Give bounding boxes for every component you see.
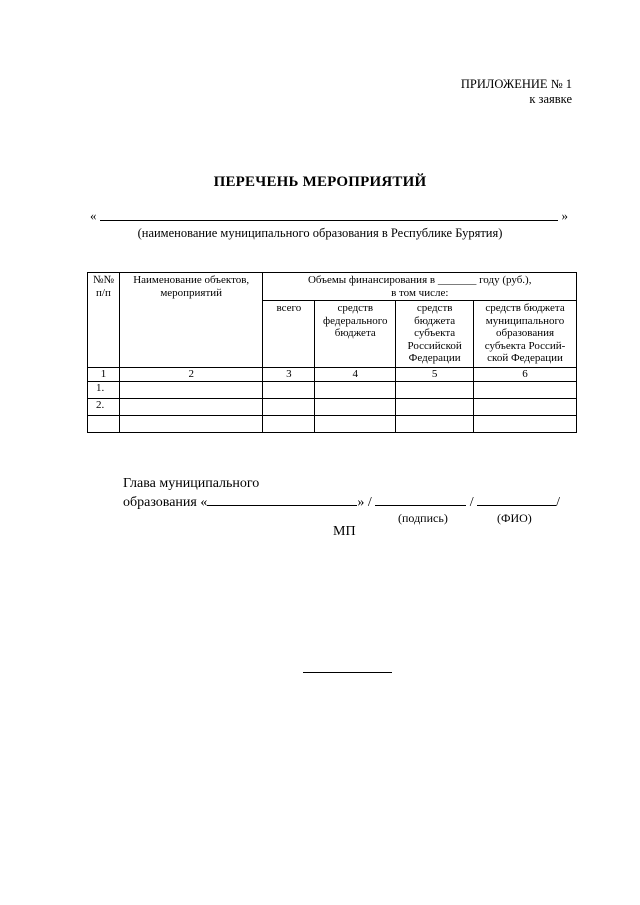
municipality-name-field[interactable]	[90, 208, 568, 224]
table-cell[interactable]	[119, 416, 263, 433]
header-total: всего	[263, 301, 315, 368]
header-municipal: средств бюджета муниципального образования субъекта Россий-ской Федерации	[474, 301, 577, 368]
close-quote: »	[561, 208, 568, 223]
table-cell[interactable]	[263, 399, 315, 416]
open-quote: «	[90, 208, 97, 223]
financing-label: Объемы финансирования в _______ году (руб.),	[307, 274, 532, 286]
head-title-line1: Глава муниципального	[123, 476, 260, 491]
header-subject: средств бюджета субъекта Российской Федерации	[396, 301, 474, 368]
column-number: 1	[88, 368, 120, 382]
table-row	[88, 382, 577, 399]
measures-table	[87, 272, 577, 433]
column-number: 4	[315, 368, 396, 382]
table-cell[interactable]	[474, 382, 577, 399]
table-row	[88, 416, 577, 433]
appendix-reference: к заявке	[529, 92, 572, 106]
table-cell[interactable]	[396, 416, 474, 433]
table-cell[interactable]	[396, 382, 474, 399]
name-blank-line	[100, 220, 558, 221]
appendix-number: ПРИЛОЖЕНИЕ № 1	[460, 77, 572, 91]
table-cell[interactable]	[315, 416, 396, 433]
fio-label: (ФИО)	[497, 511, 532, 525]
column-number: 3	[263, 368, 315, 382]
table-cell[interactable]	[315, 382, 396, 399]
header-financing	[263, 273, 577, 301]
document-title: ПЕРЕЧЕНЬ МЕРОПРИЯТИЙ	[213, 174, 427, 190]
signature-label: (подпись)	[398, 511, 448, 525]
header-objects: Наименование объектов, мероприятий	[119, 273, 263, 368]
table-cell[interactable]	[474, 399, 577, 416]
table-cell[interactable]	[396, 399, 474, 416]
row-number: 1.	[88, 382, 120, 399]
row-number	[88, 416, 120, 433]
table-cell[interactable]	[119, 399, 263, 416]
table-cell[interactable]	[315, 399, 396, 416]
table-header-row	[88, 273, 577, 301]
fio-blank[interactable]	[477, 493, 556, 506]
table-cell[interactable]	[474, 416, 577, 433]
quote-slash: » /	[357, 495, 372, 510]
municipality-blank[interactable]	[207, 493, 357, 506]
header-federal: средств федерального бюджета	[315, 301, 396, 368]
appendix-header	[461, 77, 572, 107]
table-cell[interactable]	[263, 416, 315, 433]
column-number: 5	[396, 368, 474, 382]
table-cell[interactable]	[263, 382, 315, 399]
head-title-line2	[123, 493, 560, 512]
row-number: 2.	[88, 399, 120, 416]
column-number: 2	[119, 368, 263, 382]
municipality-name-caption: (наименование муниципального образования в Республике Бурятия)	[137, 226, 503, 240]
header-num: №№ п/п	[88, 273, 120, 368]
end-slash: /	[556, 495, 561, 510]
signature-blank[interactable]	[375, 493, 466, 506]
separator-slash: /	[469, 495, 474, 510]
signature-block	[123, 475, 560, 512]
column-number: 6	[474, 368, 577, 382]
municipality-prefix: образования «	[123, 495, 208, 510]
column-numbers-row	[88, 368, 577, 382]
financing-sublabel: в том числе:	[391, 286, 449, 299]
table-cell[interactable]	[119, 382, 263, 399]
table-row	[88, 399, 577, 416]
stamp-place-label: МП	[333, 524, 356, 539]
bottom-divider	[303, 672, 392, 673]
